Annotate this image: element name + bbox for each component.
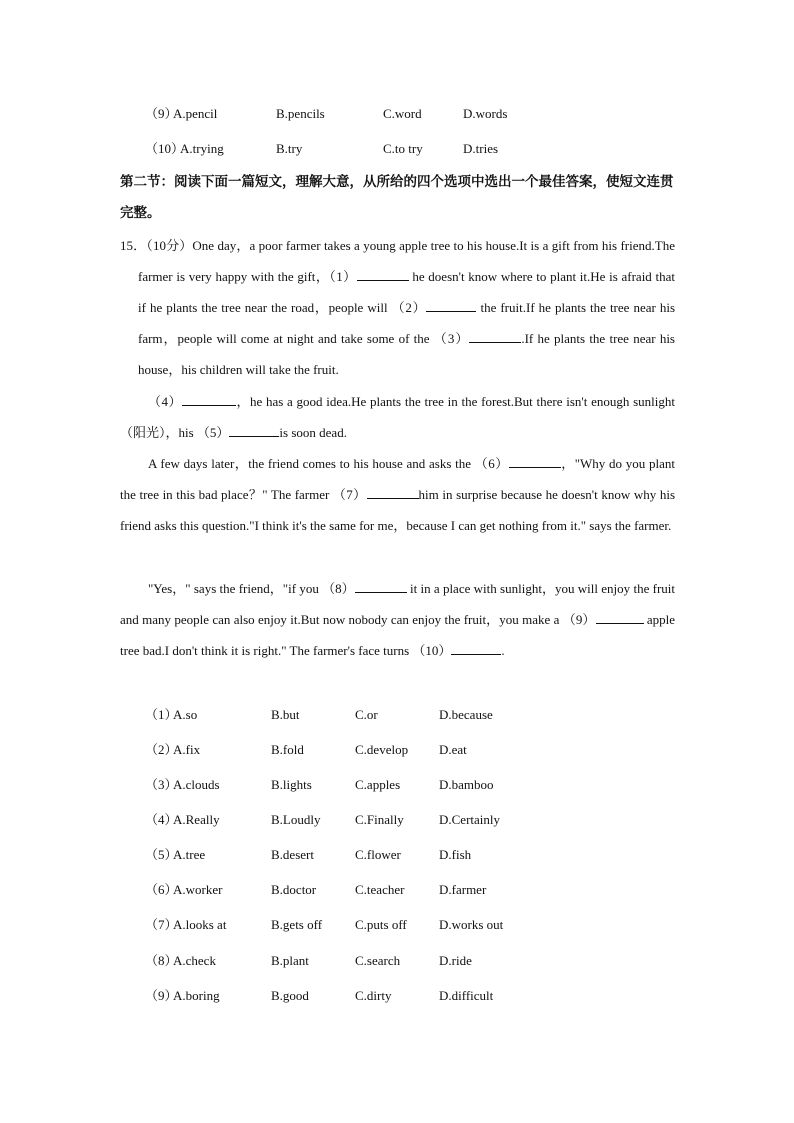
answer-blank-1	[357, 266, 409, 281]
question-15	[120, 230, 675, 385]
passage-paragraph-4	[120, 573, 675, 666]
passage-paragraph-3	[120, 448, 675, 541]
passage-text: it in a place with sunlight，you will enjoy the fruit and many people can also enjoy it.But now nobody can enjoy the fruit，you make a （9）	[120, 581, 675, 627]
option-number: （3）	[145, 777, 178, 792]
answer-blank-2	[426, 297, 476, 312]
section-title: 第二节：阅读下面一篇短文，理解大意，从所给的四个选项中选出一个最佳答案，使短文连贯完整。	[120, 174, 674, 221]
option-c: C.puts off	[355, 917, 407, 932]
answer-blank-4	[182, 391, 236, 406]
option-a: A.clouds	[173, 777, 220, 792]
option-number: （8）	[145, 953, 178, 968]
option-a: A.looks at	[173, 917, 227, 932]
option-c: C.apples	[355, 777, 401, 792]
option-d: D.words	[463, 106, 508, 121]
answer-blank-6	[509, 453, 561, 468]
option-a: A.boring	[173, 988, 220, 1003]
passage-text: .If he plants the tree near his house，his children will take the fruit.	[138, 331, 675, 377]
option-number: （9）	[145, 106, 178, 121]
option-number: （4）	[145, 812, 178, 827]
option-d: D.tries	[463, 141, 499, 156]
passage-text: "Yes，" says the friend，"if you （8）	[148, 581, 355, 596]
option-a: A.fix	[173, 742, 201, 757]
option-number: （6）	[145, 882, 178, 897]
option-d: D.fish	[439, 847, 472, 862]
option-c: C.develop	[355, 742, 409, 757]
option-c: C.flower	[355, 847, 401, 862]
option-b: B.Loudly	[271, 812, 321, 827]
answer-blank-7	[367, 484, 419, 499]
option-d: D.ride	[439, 953, 472, 968]
option-c: C.Finally	[355, 812, 404, 827]
question-number: 15．（10分）	[120, 238, 193, 253]
option-b: B.fold	[271, 742, 304, 757]
passage-text: is soon dead.	[279, 425, 347, 440]
option-b: B.try	[276, 141, 303, 156]
option-d: D.Certainly	[439, 812, 501, 827]
option-d: D.eat	[439, 742, 467, 757]
option-b: B.gets off	[271, 917, 323, 932]
passage-text: ，"Why do you plant the tree in this bad place？" The farmer （7）	[120, 456, 675, 502]
option-c: C.teacher	[355, 882, 405, 897]
passage-text: him in surprise because he doesn't know why his friend asks this question."I think it's the same for me，because I can get nothing from it." says the farmer.	[120, 487, 676, 533]
passage-text: （4）	[148, 394, 182, 409]
option-b: B.doctor	[271, 882, 317, 897]
answer-blank-9	[596, 609, 644, 624]
option-a: A.worker	[173, 882, 223, 897]
option-d: D.works out	[439, 917, 504, 932]
passage-text: .	[501, 643, 505, 658]
option-a: A.trying	[180, 141, 224, 156]
option-a: A.check	[173, 953, 216, 968]
passage-text: A few days later，the friend comes to his house and asks the （6）	[148, 456, 509, 471]
option-b: B.pencils	[276, 106, 325, 121]
option-number: （9）	[145, 988, 178, 1003]
answer-blank-8	[355, 578, 407, 593]
option-a: A.so	[173, 707, 198, 722]
option-b: B.but	[271, 707, 300, 722]
option-d: D.farmer	[439, 882, 487, 897]
passage-text: One day，a poor farmer takes a young apple tree to his house.It is a gift from his friend.The farmer is very happy with the gift，（1）	[138, 238, 675, 284]
answer-blank-5	[229, 422, 279, 437]
option-c: C.search	[355, 953, 401, 968]
option-c: C.word	[383, 106, 422, 121]
passage-text: ，he has a good idea.He plants the tree in the forest.But there isn't enough sunlight（阳光），his （5）	[120, 394, 675, 440]
option-c: C.dirty	[355, 988, 392, 1003]
passage-text: the fruit.If he plants the tree near his farm，people will come at night and take some of the （3）	[138, 300, 676, 346]
option-b: B.desert	[271, 847, 314, 862]
option-d: D.because	[439, 707, 493, 722]
option-b: B.good	[271, 988, 309, 1003]
option-b: B.plant	[271, 953, 309, 968]
option-c: C.to try	[383, 141, 423, 156]
answer-blank-10	[451, 640, 501, 655]
option-c: C.or	[355, 707, 378, 722]
option-a: A.tree	[173, 847, 206, 862]
option-number: （2）	[145, 742, 178, 757]
passage-paragraph-2	[120, 386, 675, 448]
option-d: D.difficult	[439, 988, 494, 1003]
option-number: （1）	[145, 707, 178, 722]
passage-text: he doesn't know where to plant it.He is afraid that if he plants the tree near the road，people will （2）	[138, 269, 675, 315]
answer-blank-3	[469, 328, 521, 343]
option-number: （5）	[145, 847, 178, 862]
option-d: D.bamboo	[439, 777, 494, 792]
option-number: （10）	[145, 141, 185, 156]
option-a: A.Really	[173, 812, 220, 827]
passage-text: apple tree bad.I don't think it is right." The farmer's face turns （10）	[120, 612, 675, 658]
option-number: （7）	[145, 917, 178, 932]
option-a: A.pencil	[173, 106, 218, 121]
option-b: B.lights	[271, 777, 312, 792]
